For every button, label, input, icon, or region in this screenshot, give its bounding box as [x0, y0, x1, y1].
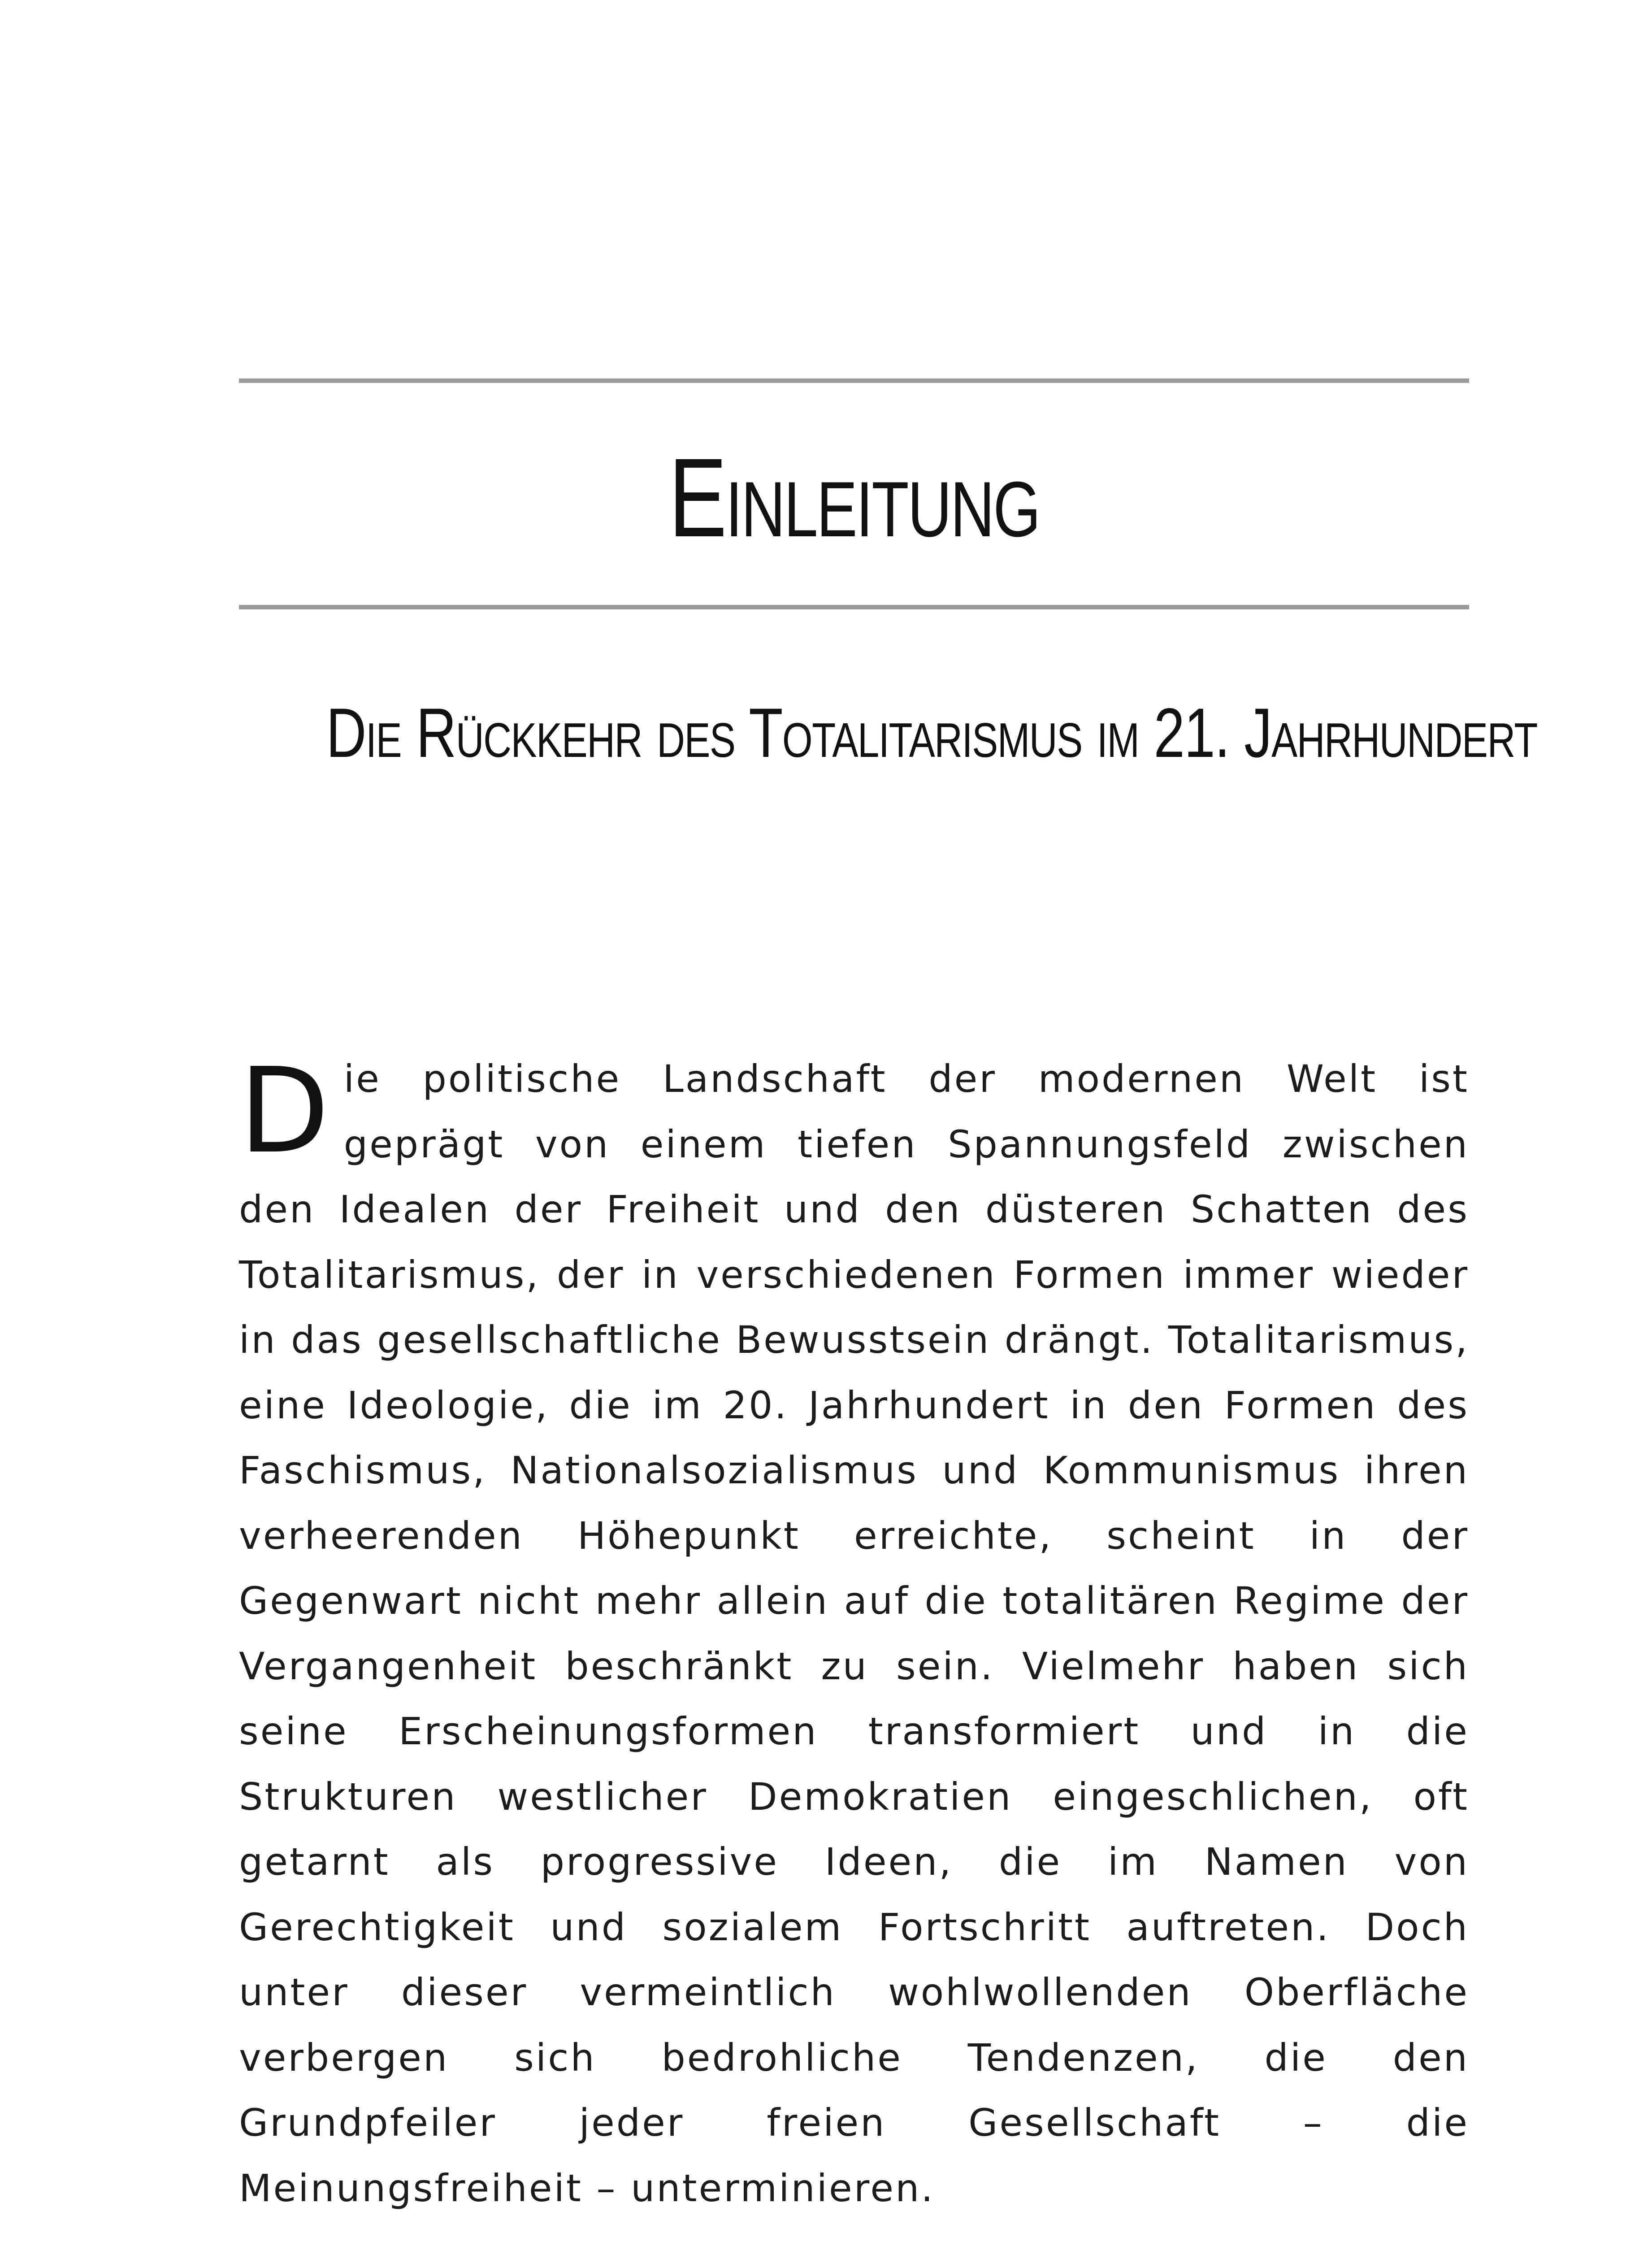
- title-rule-bottom: [239, 605, 1469, 609]
- chapter-subtitle: Die Rückkehr des Totalitarismus im 21. Jahrhundert: [326, 694, 1537, 772]
- paragraph-text: ie politische Landschaft der modernen Welt ist geprägt von einem tiefen Spannungsfeld zwischen den Idealen der Freiheit und den düsteren Schatten des Totalitarismus, der in verschiedenen Formen immer wieder in das gesellschaftliche Bewusstsein drängt. Totalitarismus, eine Ideologie, die im 20. Jahrhundert in den Formen des Faschismus, Nationalsozialismus und Kommunismus ihren verheerenden Höhepunkt erreichte, scheint in der Gegenwart nicht mehr allein auf die totalitären Regime der Vergangenheit beschränkt zu sein. Vielmehr haben sich seine Erscheinungsformen transformiert und in die Strukturen westlicher Demokratien eingeschlichen, oft getarnt als progressive Ideen, die im Namen von Gerechtigkeit und sozialem Fortschritt auftreten. Doch unter dieser vermeintlich wohlwollenden Oberfläche verbergen sich bedrohliche Tendenzen, die den Grundpfeiler jeder freien Gesellschaft – die Meinungsfreiheit – unterminieren.: [239, 1057, 1469, 2210]
- title-rule-top: [239, 378, 1469, 383]
- body-paragraph: [239, 1043, 1469, 2221]
- chapter-title: Einleitung: [668, 435, 1040, 560]
- drop-cap: D: [239, 1043, 330, 1179]
